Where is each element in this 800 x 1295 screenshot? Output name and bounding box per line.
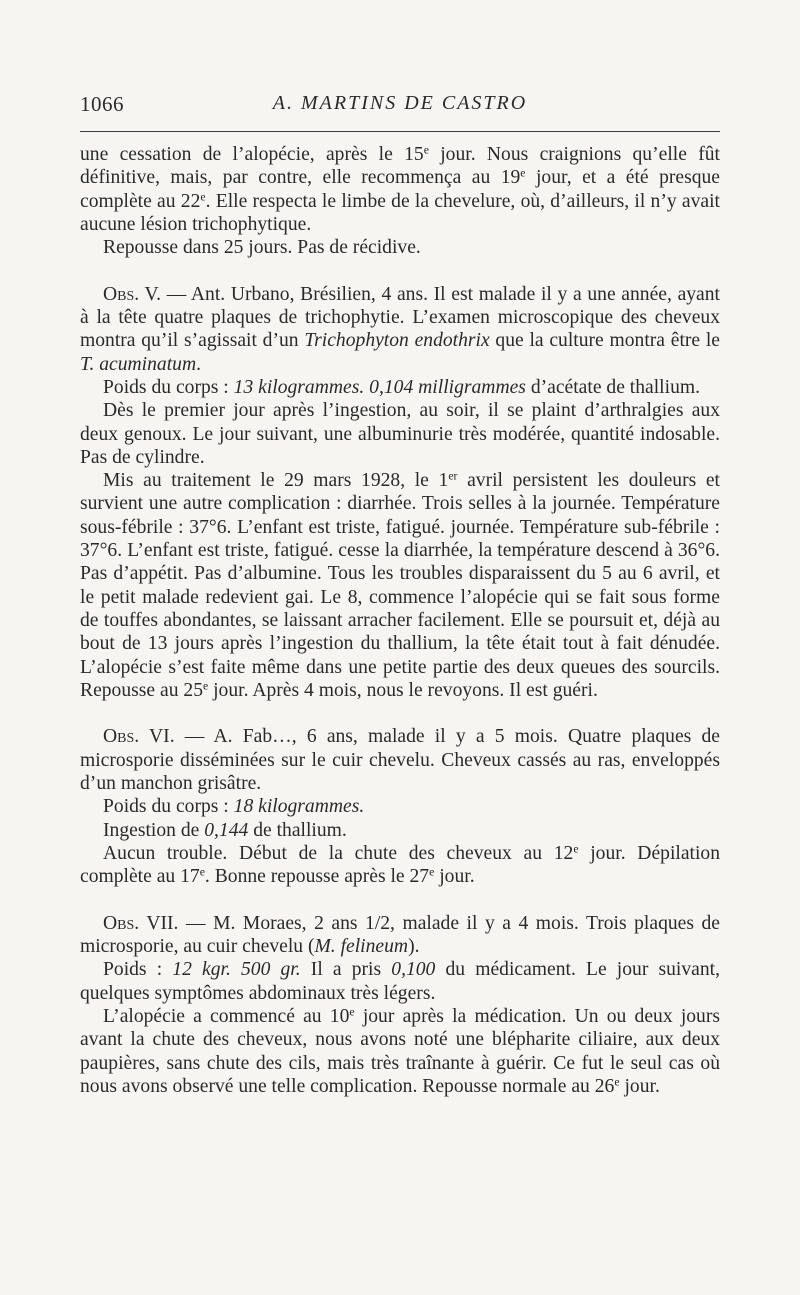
paragraph: L’alopécie a commencé au 10e jour après la médication. Un ou deux jours avant la chute des cheveux, nous avons noté une blépharite ciliaire, aux deux paupières, sans chute des cils, mais très traînante à guérir. Ce fut le seul cas où nous avons observé une telle complication. Repousse normale au 26e jour. — [80, 1005, 721, 1097]
paragraph-gap — [80, 259, 720, 282]
paragraph-gap — [80, 702, 720, 725]
paragraph: Poids du corps : 13 kilogrammes. 0,104 milligrammes d’acétate de thallium. — [103, 376, 701, 398]
paragraph: Ingestion de 0,144 de thallium. — [103, 819, 347, 841]
page-number: 1066 — [80, 92, 124, 116]
paragraph: Poids : 12 kgr. 500 gr. Il a pris 0,100 du médicament. Le jour suivant, quelques symptômes abdominaux très légers. — [80, 959, 720, 1004]
running-title: A. MARTINS DE CASTRO — [272, 92, 528, 114]
paragraph: Mis au traitement le 29 mars 1928, le 1er avril persistent les douleurs et survient une autre complication : diarrhée. Trois selles à la journée. Température sous-fébrile : 37°6. L’enfant est triste, fatigué. journée. Température sub-fébrile : 37°6. L’enfant est triste, fatigué. cesse la diarrhée, la température descend à 36°6. Pas d’appétit. Pas d’albumine. Tous les troubles disparaissent du 5 au 6 avril, et le petit malade redevient gai. Le 8, commence l’alopécie qui se fait sous forme de touffes abondantes, se laissant arracher facilement. Elle se poursuit et, déjà au bout de 13 jours après l’ingestion du thallium, la tête était tout à fait dénudée. L’alopécie s’est faite même dans une petite partie des deux queues des sourcils. Repousse au 25e jour. Après 4 mois, nous le revoyons. Il est guéri. — [80, 469, 720, 701]
paragraph: Aucun trouble. Début de la chute des cheveux au 12e jour. Dépilation complète au 17e. Bonne repousse après le 27e jour. — [80, 842, 721, 888]
paragraph-gap — [80, 889, 720, 912]
paragraph: une cessation de l’alopécie, après le 15e jour. Nous craignions qu’elle fût définitive, mais, par contre, elle recommença au 19e jour, et a été presque complète au 22e. Elle respecta le limbe de la chevelure, où, d’ailleurs, il n’y avait aucune lésion trichophytique. — [80, 143, 721, 235]
obs-label: Obs. — [103, 912, 140, 934]
paragraph: Obs. VI. — A. Fab…, 6 ans, malade il y a 5 mois. Quatre plaques de microsporie disséminées sur le cuir chevelu. Cheveux cassés au ras, enveloppés d’un manchon grisâtre. — [80, 726, 720, 795]
obs-label: Obs. — [103, 283, 140, 305]
body-text — [80, 143, 720, 1098]
paragraph: Poids du corps : 18 kilogrammes. — [103, 796, 365, 818]
header-rule — [80, 131, 720, 132]
paragraph: Obs. V. — Ant. Urbano, Brésilien, 4 ans. Il est malade il y a une année, ayant à la tête quatre plaques de trichophytie. L’examen microscopique des cheveux montra qu’il s’agissait d’un Trichophyton endothrix que la culture montra être le T. acuminatum. — [80, 283, 720, 375]
page-header — [80, 92, 720, 126]
paragraph: Obs. VII. — M. Moraes, 2 ans 1/2, malade il y a 4 mois. Trois plaques de microsporie, au cuir chevelu (M. felineum). — [80, 912, 720, 958]
paragraph: Dès le premier jour après l’ingestion, au soir, il se plaint d’arthralgies aux deux genoux. Le jour suivant, une albuminurie très modérée, quantité indosable. Pas de cylindre. — [80, 400, 720, 468]
obs-label: Obs. — [103, 726, 140, 748]
paragraph: Repousse dans 25 jours. Pas de récidive. — [103, 237, 421, 259]
